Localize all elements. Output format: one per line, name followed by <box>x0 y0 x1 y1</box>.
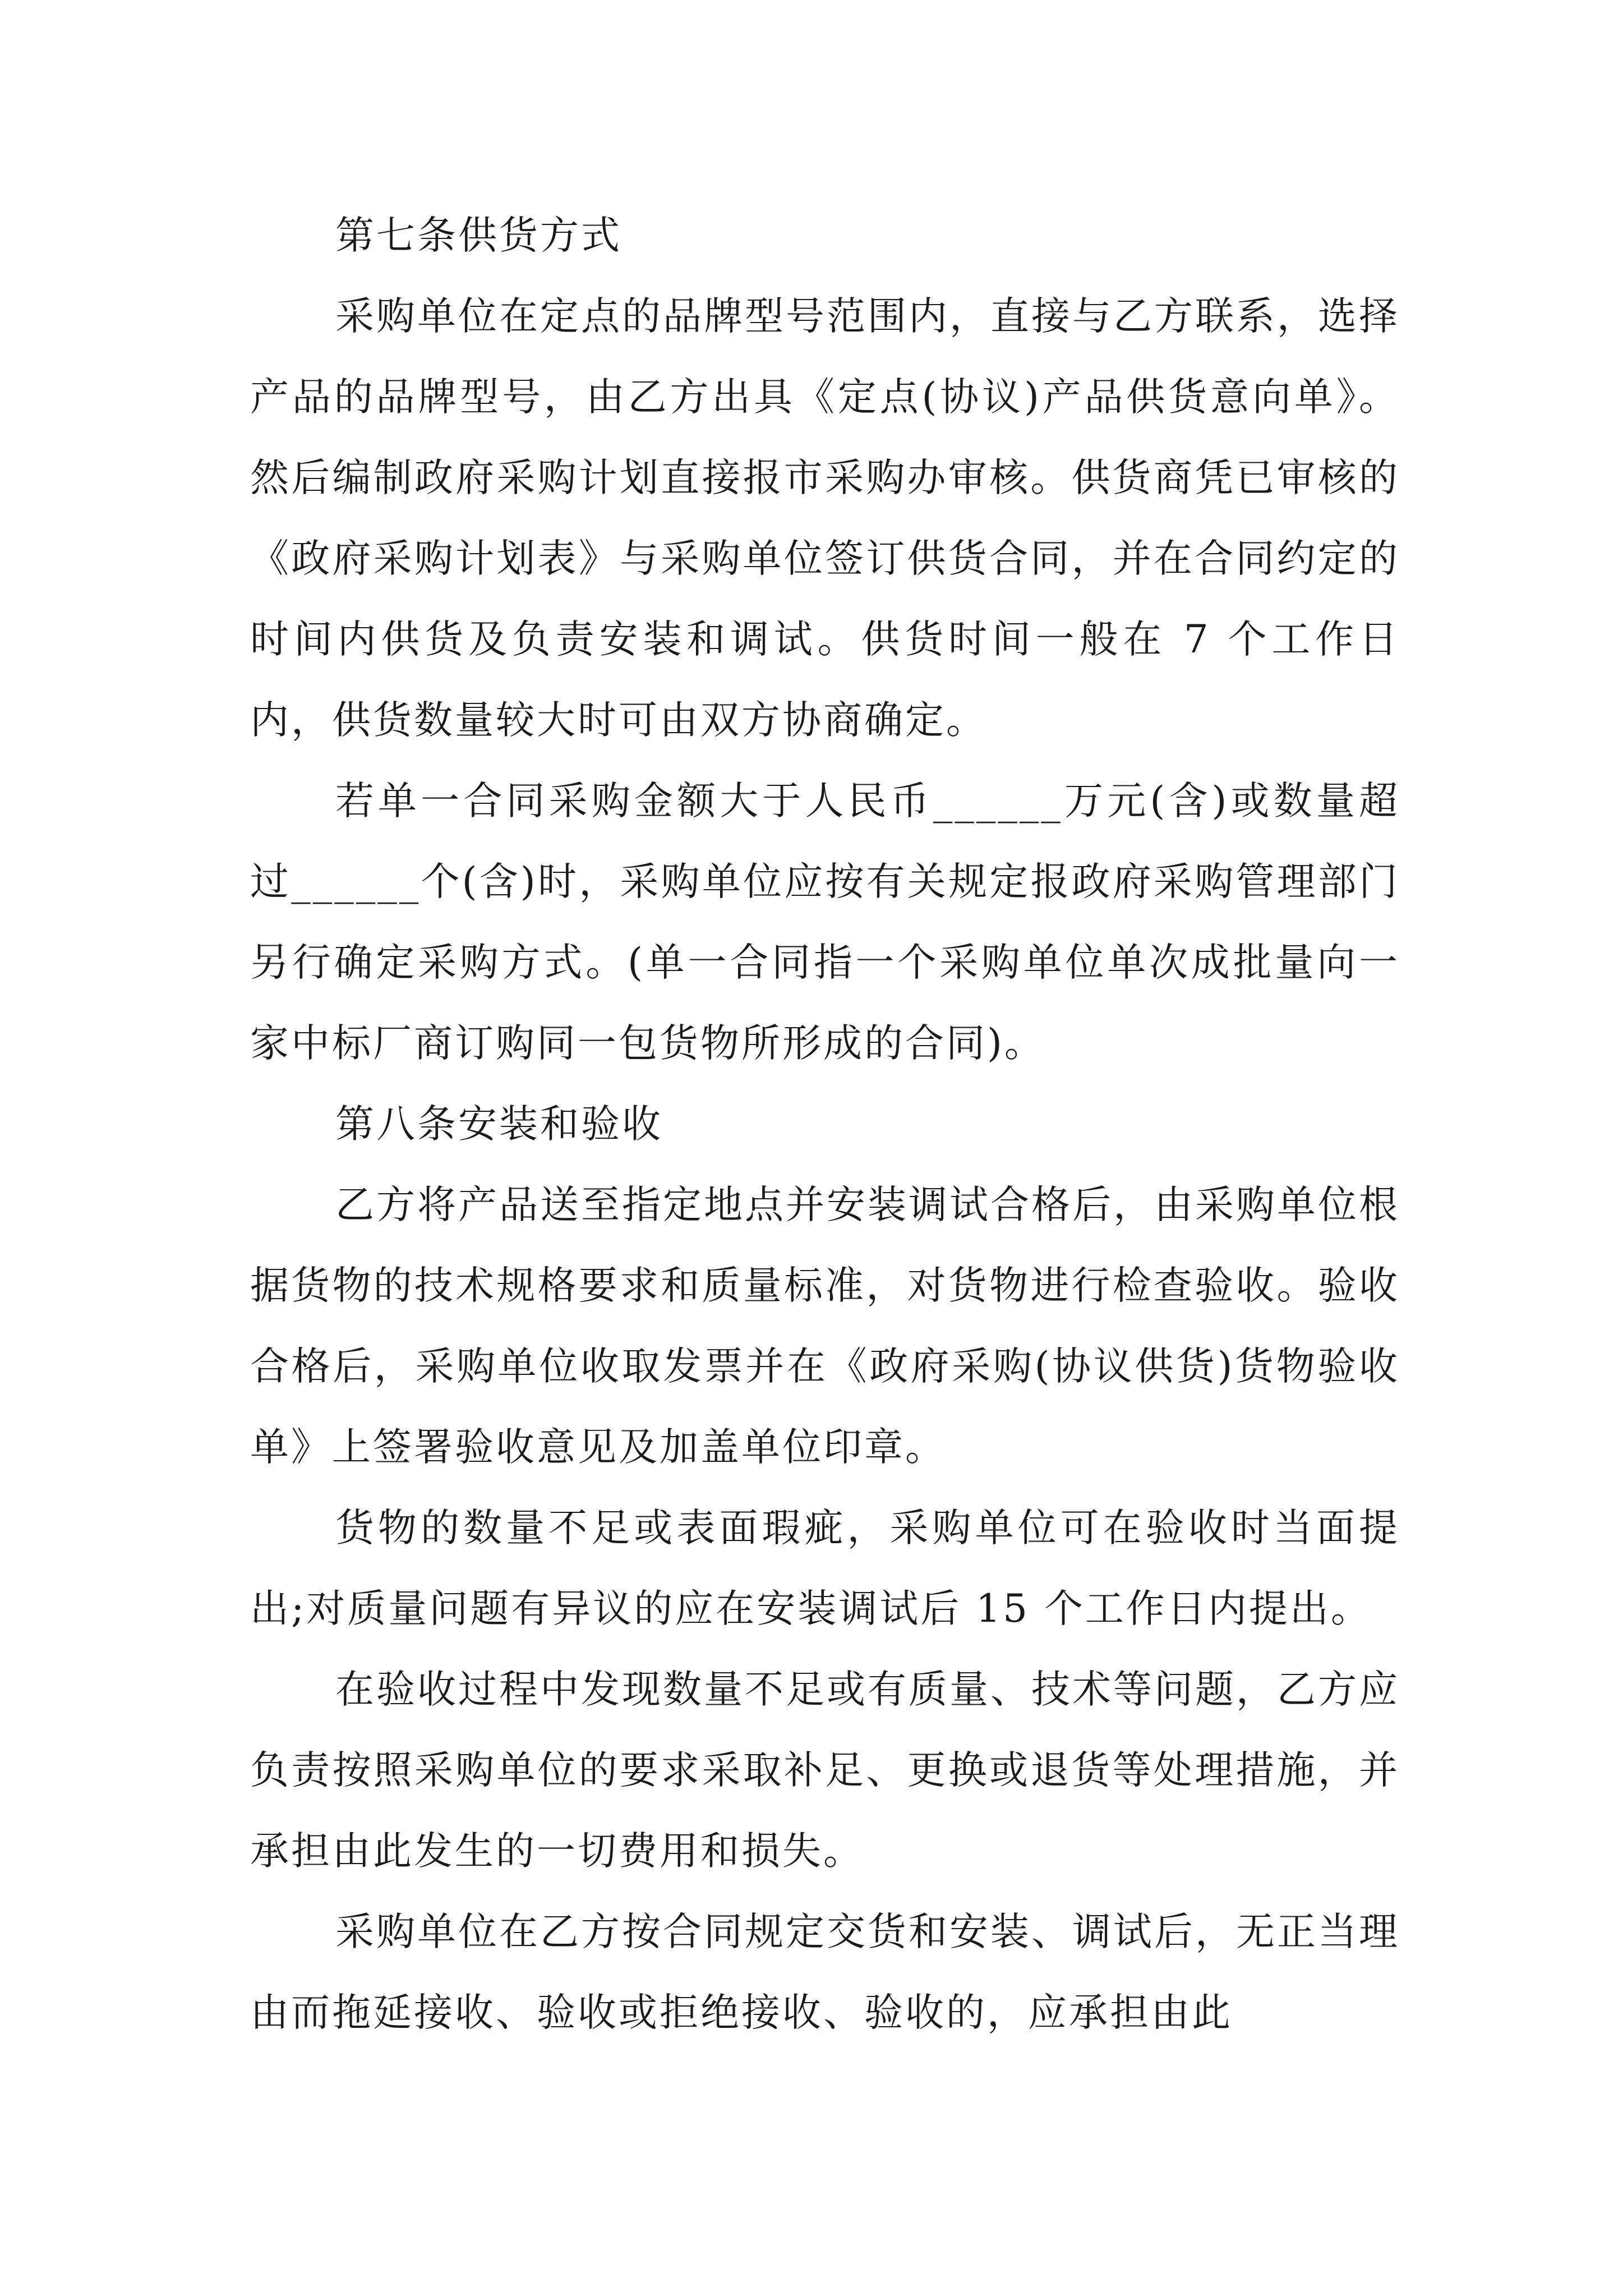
single-contract-paragraph: 若单一合同采购金额大于人民币______万元(含)或数量超过______个(含)时，采购单位应按有关规定报政府采购管理部门另行确定采购方式。(单一合同指一个采购单位单次成批量向一家中标厂商订购同一包货物所形成的合同)。 <box>250 779 1400 1066</box>
delay-acceptance-paragraph: 采购单位在乙方按合同规定交货和安装、调试后，无正当理由而拖延接收、验收或拒绝接收、验收的，应承担由此 <box>250 1910 1400 2035</box>
inspection-issues-paragraph: 在验收过程中发现数量不足或有质量、技术等问题，乙方应负责按照采购单位的要求采取补足、更换或退货等处理措施，并承担由此发生的一切费用和损失。 <box>250 1667 1400 1874</box>
quantity-defect-paragraph: 货物的数量不足或表面瑕疵，采购单位可在验收时当面提出;对质量问题有异议的应在安装调试后 15 个工作日内提出。 <box>250 1506 1400 1631</box>
installation-paragraph: 乙方将产品送至指定地点并安装调试合格后，由采购单位根据货物的技术规格要求和质量标准，对货物进行检查验收。验收合格后，采购单位收取发票并在《政府采购(协议供货)货物验收单》上签署验收意见及加盖单位印章。 <box>250 1182 1400 1470</box>
document-body <box>250 195 1400 2053</box>
supply-method-paragraph: 采购单位在定点的品牌型号范围内，直接与乙方联系，选择产品的品牌型号，由乙方出具《定点(协议)产品供货意向单》。然后编制政府采购计划直接报市采购办审核。供货商凭已审核的《政府采购计划表》与采购单位签订供货合同，并在合同约定的时间内供货及负责安装和调试。供货时间一般在 7 个工作日内，供货数量较大时可由双方协商确定。 <box>250 294 1400 743</box>
article-8-heading: 第八条安装和验收 <box>335 1102 663 1147</box>
article-7-heading: 第七条供货方式 <box>335 213 622 258</box>
